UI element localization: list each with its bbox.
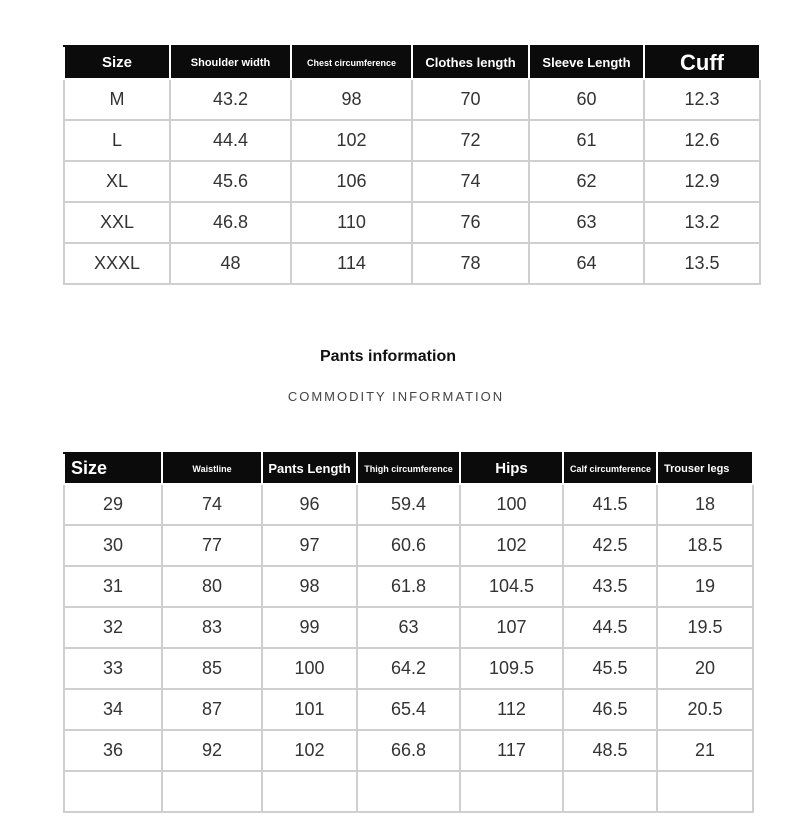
table-cell: 29 <box>64 484 162 525</box>
pants-header-calf-circumference: Calf circumference <box>563 453 657 484</box>
table-cell: 18.5 <box>657 525 753 566</box>
table-cell: 48 <box>170 243 291 284</box>
pants-header-size: Size <box>64 453 162 484</box>
empty-table-cell <box>357 771 460 812</box>
table-cell: 18 <box>657 484 753 525</box>
table-cell: 117 <box>460 730 563 771</box>
table-cell: 64 <box>529 243 644 284</box>
table-cell: 13.2 <box>644 202 760 243</box>
table-cell: 19.5 <box>657 607 753 648</box>
table-cell: 32 <box>64 607 162 648</box>
table-cell: 77 <box>162 525 262 566</box>
table-cell: 102 <box>291 120 412 161</box>
empty-table-cell <box>64 771 162 812</box>
table-cell: 20.5 <box>657 689 753 730</box>
table-cell: 60 <box>529 79 644 120</box>
table-cell: 72 <box>412 120 529 161</box>
tops-header-size: Size <box>64 46 170 79</box>
pants-header-row <box>64 453 753 484</box>
table-cell: 74 <box>412 161 529 202</box>
table-cell: 59.4 <box>357 484 460 525</box>
table-cell: 46.5 <box>563 689 657 730</box>
table-cell: 98 <box>291 79 412 120</box>
table-cell: 30 <box>64 525 162 566</box>
table-cell: 107 <box>460 607 563 648</box>
commodity-information-label: COMMODITY INFORMATION <box>287 389 505 404</box>
table-cell: 44.5 <box>563 607 657 648</box>
table-row <box>64 730 753 771</box>
table-row <box>64 243 760 284</box>
table-cell: 114 <box>291 243 412 284</box>
table-cell: 61 <box>529 120 644 161</box>
table-cell: 102 <box>460 525 563 566</box>
table-row <box>64 120 760 161</box>
table-cell: 83 <box>162 607 262 648</box>
table-cell: 12.6 <box>644 120 760 161</box>
empty-table-cell <box>460 771 563 812</box>
table-cell: 63 <box>357 607 460 648</box>
pants-header-hips: Hips <box>460 453 563 484</box>
table-cell: 36 <box>64 730 162 771</box>
table-row <box>64 79 760 120</box>
tops-header-chest-circumference: Chest circumference <box>291 46 412 79</box>
table-row <box>64 202 760 243</box>
table-cell: 100 <box>262 648 357 689</box>
table-cell: 48.5 <box>563 730 657 771</box>
table-cell: XL <box>64 161 170 202</box>
table-cell: 63 <box>529 202 644 243</box>
table-cell: 19 <box>657 566 753 607</box>
table-row <box>64 484 753 525</box>
table-cell: 80 <box>162 566 262 607</box>
pants-header-waistline: Waistline <box>162 453 262 484</box>
table-cell: 12.3 <box>644 79 760 120</box>
table-cell: 31 <box>64 566 162 607</box>
pants-header-trouser-legs: Trouser legs <box>657 453 753 484</box>
tops-table-body <box>64 79 760 284</box>
table-cell: 45.6 <box>170 161 291 202</box>
table-cell: 104.5 <box>460 566 563 607</box>
table-cell: 43.5 <box>563 566 657 607</box>
table-cell: 65.4 <box>357 689 460 730</box>
table-cell: 46.8 <box>170 202 291 243</box>
table-cell: 41.5 <box>563 484 657 525</box>
table-cell: 34 <box>64 689 162 730</box>
table-cell: 106 <box>291 161 412 202</box>
table-cell: M <box>64 79 170 120</box>
empty-table-cell <box>162 771 262 812</box>
table-cell: 112 <box>460 689 563 730</box>
table-cell: 78 <box>412 243 529 284</box>
table-cell: 20 <box>657 648 753 689</box>
table-cell: 62 <box>529 161 644 202</box>
empty-table-cell <box>657 771 753 812</box>
table-row <box>64 525 753 566</box>
table-cell: 42.5 <box>563 525 657 566</box>
table-cell: 33 <box>64 648 162 689</box>
table-cell: 61.8 <box>357 566 460 607</box>
table-cell: 44.4 <box>170 120 291 161</box>
empty-table-cell <box>262 771 357 812</box>
tops-size-table <box>63 45 761 285</box>
table-cell: XXXL <box>64 243 170 284</box>
pants-size-table <box>63 452 754 813</box>
tops-header-row <box>64 46 760 79</box>
table-cell: 12.9 <box>644 161 760 202</box>
table-cell: 97 <box>262 525 357 566</box>
table-cell: 64.2 <box>357 648 460 689</box>
table-cell: 74 <box>162 484 262 525</box>
table-cell: 92 <box>162 730 262 771</box>
pants-section-title: Pants information <box>319 348 456 365</box>
table-cell: 60.6 <box>357 525 460 566</box>
table-cell: 87 <box>162 689 262 730</box>
table-cell: 109.5 <box>460 648 563 689</box>
table-cell: 99 <box>262 607 357 648</box>
table-cell: 45.5 <box>563 648 657 689</box>
pants-table-body <box>64 484 753 812</box>
tops-header-clothes-length: Clothes length <box>412 46 529 79</box>
table-row <box>64 648 753 689</box>
empty-table-cell <box>563 771 657 812</box>
pants-header-thigh-circumference: Thigh circumference <box>357 453 460 484</box>
table-row <box>64 161 760 202</box>
table-cell: 13.5 <box>644 243 760 284</box>
table-row <box>64 566 753 607</box>
table-cell: 21 <box>657 730 753 771</box>
table-cell: 43.2 <box>170 79 291 120</box>
empty-table-row <box>64 771 753 812</box>
table-cell: 70 <box>412 79 529 120</box>
table-cell: 101 <box>262 689 357 730</box>
table-cell: 100 <box>460 484 563 525</box>
table-cell: 102 <box>262 730 357 771</box>
tops-header-cuff: Cuff <box>644 46 760 79</box>
table-cell: 98 <box>262 566 357 607</box>
table-cell: L <box>64 120 170 161</box>
table-cell: 110 <box>291 202 412 243</box>
table-cell: 76 <box>412 202 529 243</box>
tops-header-shoulder-width: Shoulder width <box>170 46 291 79</box>
table-row <box>64 607 753 648</box>
pants-header-pants-length: Pants Length <box>262 453 357 484</box>
table-cell: 66.8 <box>357 730 460 771</box>
table-row <box>64 689 753 730</box>
table-cell: 85 <box>162 648 262 689</box>
tops-header-sleeve-length: Sleeve Length <box>529 46 644 79</box>
table-cell: XXL <box>64 202 170 243</box>
table-cell: 96 <box>262 484 357 525</box>
